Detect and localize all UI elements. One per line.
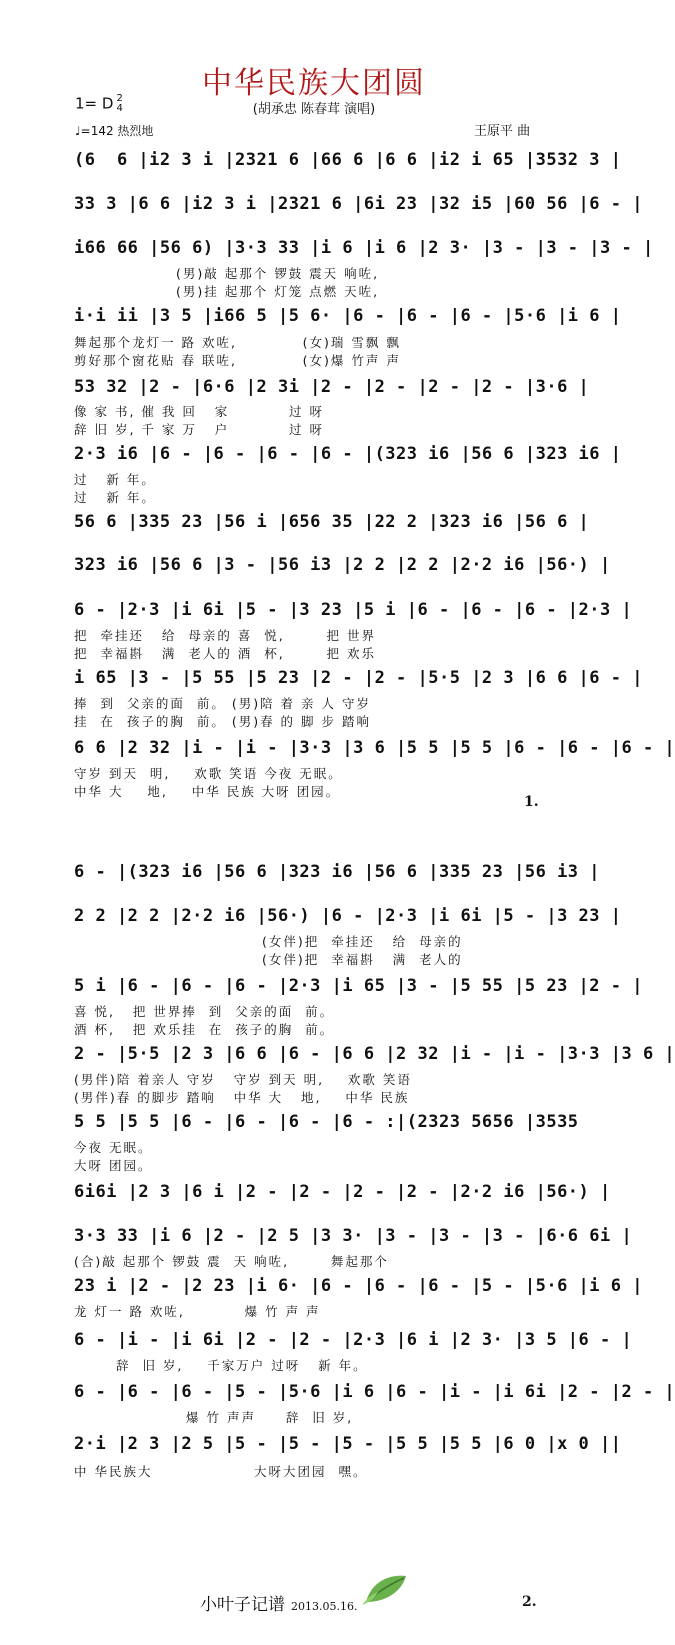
lyric-line: (男)敲 起那个 锣鼓 震天 响咗, [176, 266, 380, 281]
notation-line: 6i6i |2 3 |6 i |2 - |2 - |2 - |2 - |2·2 i6 |56·) | [74, 1182, 611, 1202]
notation-line: 2·i |2 3 |2 5 |5 - |5 - |5 - |5 5 |5 5 |6 0 |x 0 || [74, 1434, 622, 1454]
lyric-line: 喜 悦, 把 世界捧 到 父亲的面 前。 [74, 1004, 335, 1019]
lyric-line: 大呀 团园。 [74, 1158, 153, 1173]
lyric-line: (女伴)把 牵挂还 给 母亲的 [262, 934, 463, 949]
notation-line: 5 i |6 - |6 - |6 - |2·3 |i 65 |3 - |5 55 |5 23 |2 - | [74, 976, 643, 996]
lyric-line: 把 牵挂还 给 母亲的 喜 悦, 把 世界 [74, 628, 376, 643]
time-signature [116, 94, 122, 114]
lyric-line: 今夜 无眠。 [74, 1140, 153, 1155]
lyric-line: 辞 旧 岁, 千家万户 过呀 新 年。 [116, 1358, 368, 1373]
lyric-line: (男伴)陪 着亲人 守岁 守岁 到天 明, 欢歌 笑语 [74, 1072, 412, 1087]
lyric-line: 龙 灯一 路 欢咗, 爆 竹 声 声 [74, 1304, 321, 1319]
notation-line: 2 - |5·5 |2 3 |6 6 |6 - |6 6 |2 32 |i - |i - |3·3 |3 6 | [74, 1044, 675, 1064]
lyric-line: (合)敲 起那个 锣鼓 震 天 响咗, 舞起那个 [74, 1254, 389, 1269]
footer [200, 1590, 357, 1615]
notation-line: i66 66 |56 6) |3·3 33 |i 6 |i 6 |2 3· |3 - |3 - |3 - | [74, 238, 654, 258]
page-number: 1. [524, 794, 539, 810]
notation-line: i·i ii |3 5 |i66 5 |5 6· |6 - |6 - |6 - |5·6 |i 6 | [74, 306, 622, 326]
lyric-line: 爆 竹 声声 辞 旧 岁, [186, 1410, 354, 1425]
time-denominator: 4 [116, 103, 123, 114]
singers-credit: (胡承忠 陈春茸 演唱) [252, 102, 376, 117]
lyric-line: 中华 大 地, 中华 民族 大呀 团园。 [74, 784, 341, 799]
notation-line: 2·3 i6 |6 - |6 - |6 - |6 - |(323 i6 |56 6 |323 i6 | [74, 444, 622, 464]
lyric-line: 守岁 到天 明, 欢歌 笑语 今夜 无眠。 [74, 766, 343, 781]
notation-line: i 65 |3 - |5 55 |5 23 |2 - |2 - |5·5 |2 3 |6 6 |6 - | [74, 668, 643, 688]
lyric-line: (男伴)春 的脚步 踏响 中华 大 地, 中华 民族 [74, 1090, 410, 1105]
key-prefix: 1= D [75, 94, 114, 113]
notation-line: 53 32 |2 - |6·6 |2 3i |2 - |2 - |2 - |2 - |3·6 | [74, 377, 590, 397]
time-numerator: 2 [116, 93, 123, 104]
notation-line: 323 i6 |56 6 |3 - |56 i3 |2 2 |2 2 |2·2 i6 |56·) | [74, 555, 611, 575]
notation-line: (6 6 |i2 3 i |2321 6 |66 6 |6 6 |i2 i 65 |3532 3 | [74, 150, 622, 170]
notation-line: 33 3 |6 6 |i2 3 i |2321 6 |6i 23 |32 i5 |60 56 |6 - | [74, 194, 643, 214]
lyric-line: 酒 杯, 把 欢乐挂 在 孩子的胸 前。 [74, 1022, 335, 1037]
tempo-marking: ♩=142 热烈地 [75, 124, 154, 138]
lyric-line: 辞 旧 岁, 千 家 万 户 过 呀 [74, 422, 324, 437]
notation-line: 6 - |i - |i 6i |2 - |2 - |2·3 |6 i |2 3· |3 5 |6 - | [74, 1330, 633, 1350]
notation-line: 23 i |2 - |2 23 |i 6· |6 - |6 - |6 - |5 - |5·6 |i 6 | [74, 1276, 643, 1296]
composer-credit: 王原平 曲 [474, 124, 531, 139]
lyric-line: 舞起那个龙灯一 路 欢咗, (女)瑞 雪飘 飘 [74, 335, 401, 350]
notation-line: 6 - |6 - |6 - |5 - |5·6 |i 6 |6 - |i - |i 6i |2 - |2 - | [74, 1382, 675, 1402]
song-title: 中华民族大团圆 [202, 66, 426, 101]
lyric-line: (男)挂 起那个 灯笼 点燃 天咗, [176, 284, 380, 299]
notation-line: 6 - |(323 i6 |56 6 |323 i6 |56 6 |335 23 |56 i3 | [74, 862, 601, 882]
key-signature [75, 94, 123, 114]
footer-date: 2013.05.16. [291, 1600, 358, 1613]
notation-line: 5 5 |5 5 |6 - |6 - |6 - |6 - :|(2323 5656 |3535 [74, 1112, 579, 1132]
lyric-line: 中 华民族大 大呀大团园 嘿。 [74, 1464, 368, 1479]
lyric-line: 过 新 年。 [74, 490, 156, 505]
page-number: 2. [522, 1594, 537, 1610]
lyric-line: 过 新 年。 [74, 472, 156, 487]
lyric-line: 剪好那个窗花贴 春 联咗, (女)爆 竹声 声 [74, 353, 401, 368]
lyric-line: 像 家 书, 催 我 回 家 过 呀 [74, 404, 324, 419]
notation-line: 56 6 |335 23 |56 i |656 35 |22 2 |323 i6 |56 6 | [74, 512, 590, 532]
notation-line: 6 6 |2 32 |i - |i - |3·3 |3 6 |5 5 |5 5 |6 - |6 - |6 - | [74, 738, 675, 758]
lyric-line: (女伴)把 幸福斟 满 老人的 [262, 952, 463, 967]
footer-signature: 小叶子记谱 [200, 1595, 285, 1615]
notation-line: 3·3 33 |i 6 |2 - |2 5 |3 3· |3 - |3 - |3 - |6·6 6i | [74, 1226, 633, 1246]
lyric-line: 挂 在 孩子的胸 前。 (男)春 的 脚 步 踏响 [74, 714, 371, 729]
notation-line: 6 - |2·3 |i 6i |5 - |3 23 |5 i |6 - |6 - |6 - |2·3 | [74, 600, 633, 620]
leaf-icon [362, 1572, 408, 1606]
notation-line: 2 2 |2 2 |2·2 i6 |56·) |6 - |2·3 |i 6i |5 - |3 23 | [74, 906, 622, 926]
lyric-line: 把 幸福斟 满 老人的 酒 杯, 把 欢乐 [74, 646, 376, 661]
lyric-line: 捧 到 父亲的面 前。 (男)陪 着 亲 人 守岁 [74, 696, 371, 711]
